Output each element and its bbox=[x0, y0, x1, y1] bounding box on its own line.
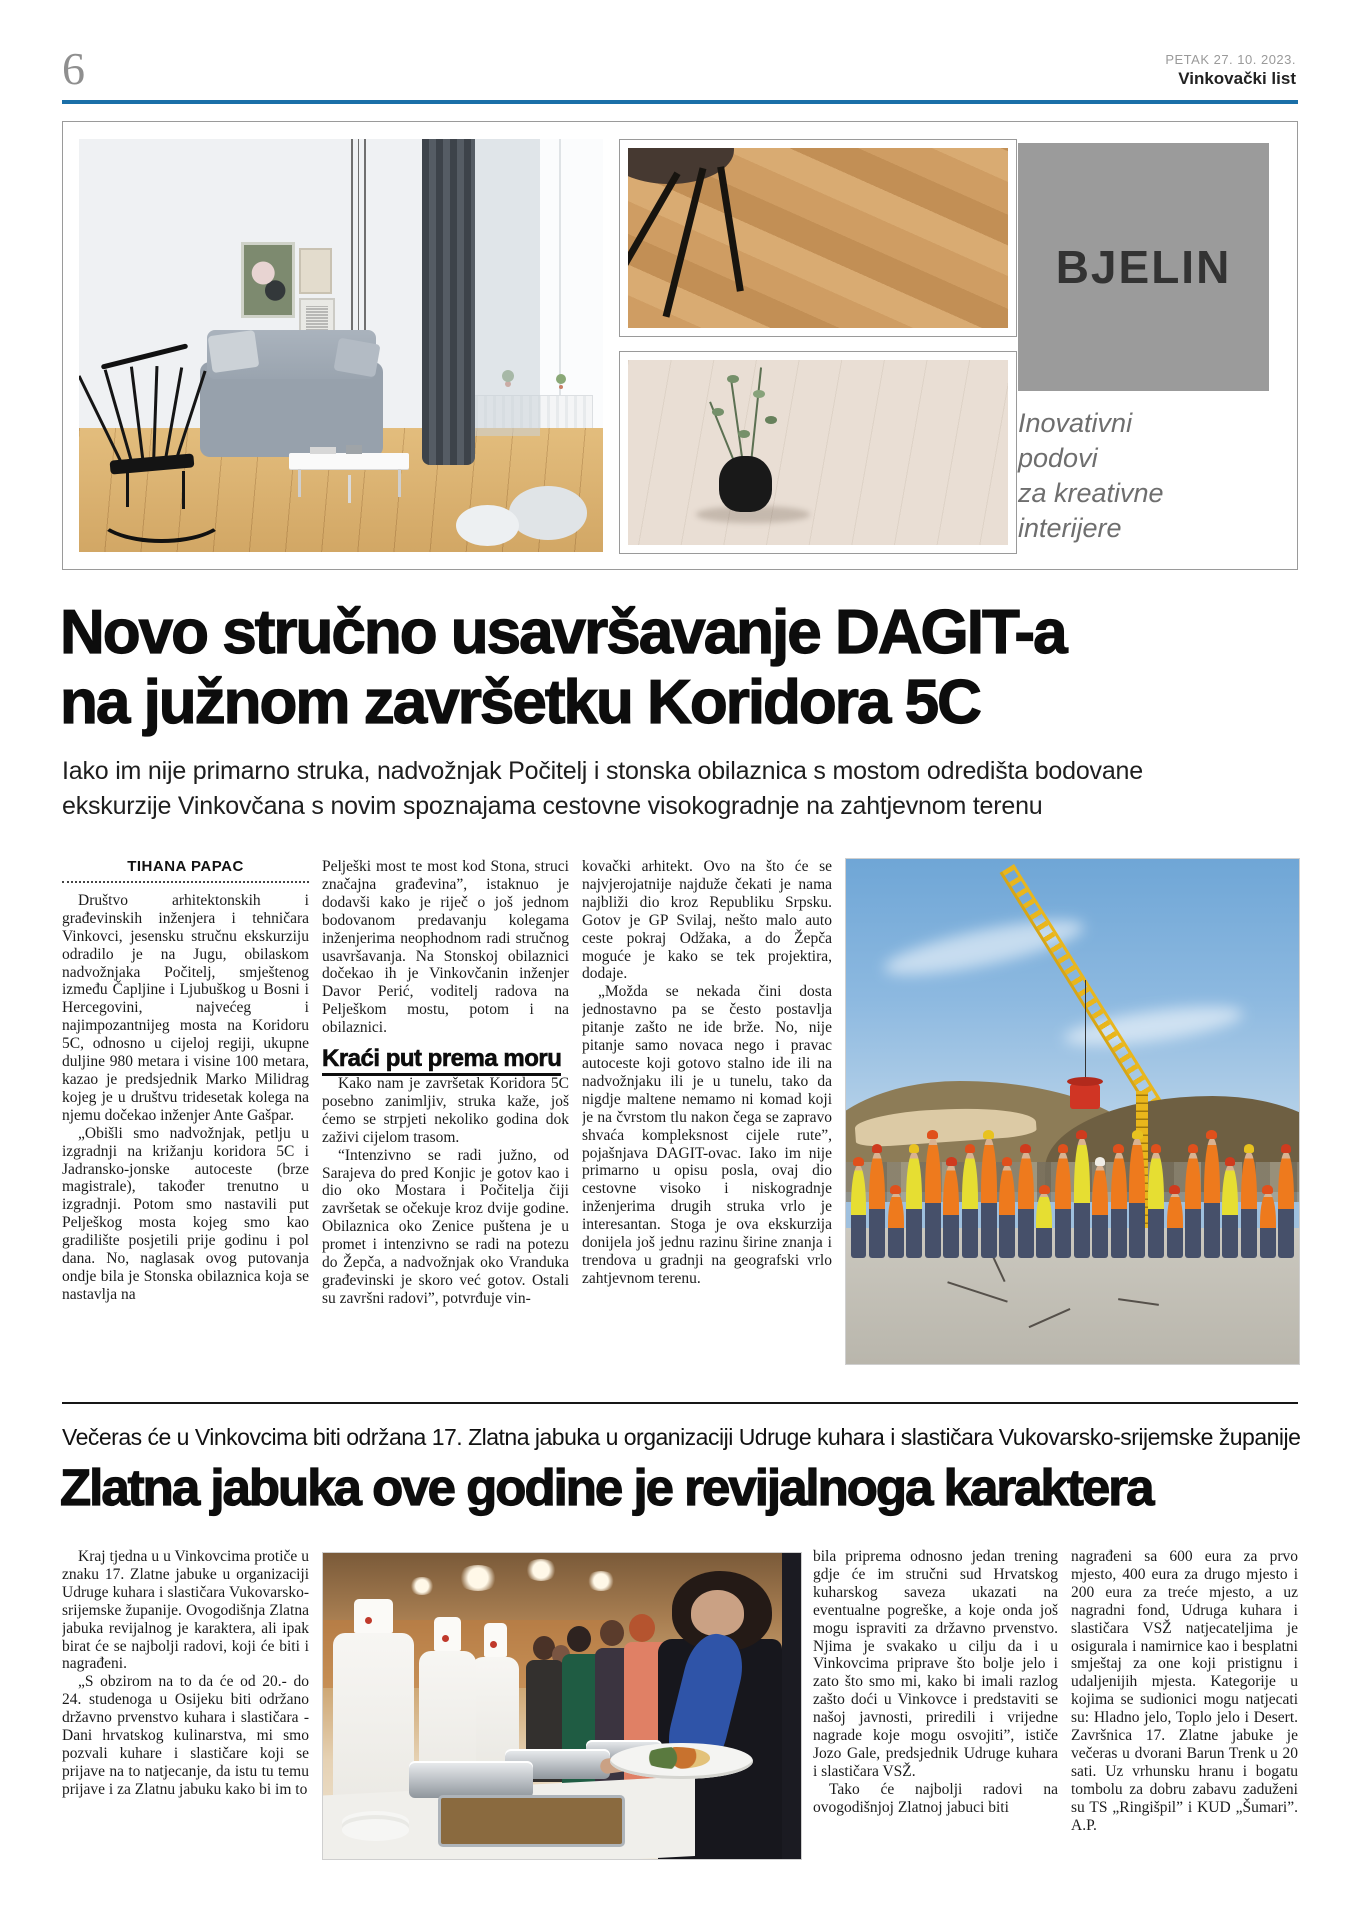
sheer-curtain bbox=[475, 139, 541, 436]
header-rule bbox=[62, 100, 1298, 104]
construction-site-photo bbox=[845, 858, 1300, 1365]
sofa-pillow bbox=[208, 330, 260, 373]
article2-column-4 bbox=[1071, 1548, 1298, 1908]
article-paragraph: nagrađeni sa 600 eura za prvo mjesto, 400 eura za drugo mjesto i 200 eura za treće mjesto, a uz nagradni fond, Udruga kuhara i slastičara VSŽ natjecateljima je osigurala i namirnice kao i besplatni smještaj za one koji pristignu i udaljenijih mjesta. Kategorije u kojima se sudionici mogu natjecati su: Hladno jelo, Toplo jelo i Desert. Završnica 17. Zlatne jabuke je večeras u dvorani Barun Trenk u 20 sati. Uz vrhunsku hranu i bogatu tombolu za dobru zabavu zaduženi su TS „Ringišpil” i KUD „Šumari”. A.P. bbox=[1071, 1548, 1298, 1834]
worker-figure bbox=[1222, 1165, 1238, 1258]
chafing-dish bbox=[409, 1761, 533, 1798]
plant-leaf bbox=[712, 408, 724, 416]
workers-group bbox=[851, 1122, 1295, 1258]
worker-figure bbox=[1055, 1152, 1071, 1258]
plant-stem bbox=[750, 368, 762, 464]
wall-art bbox=[299, 248, 332, 293]
worker-figure bbox=[1148, 1152, 1164, 1258]
plant-leaf bbox=[727, 375, 739, 383]
bjelin-logo-text: BJELIN bbox=[1055, 241, 1232, 293]
guest-head bbox=[600, 1620, 624, 1646]
gray-sofa bbox=[200, 362, 383, 457]
tagline-line: Inovativni bbox=[1018, 408, 1133, 438]
worker-figure bbox=[1204, 1138, 1220, 1258]
deck-line: ekskurzije Vinkovčana s novim spoznajama cestovne visokogradnje na zahtjevnom terenu bbox=[62, 792, 1043, 820]
article-paragraph: Kraj tjedna u u Vinkovcima protiče u znaku 17. Zlatne jabuke u organizaciji Udruge kuhara i slastičara Vukovarsko-srijemske županije. Ovogodišnja Zlatna jabuka revijalnog je karaktera, ali ipak birat će se najbolji radovi, koji će biti i nagrađeni. bbox=[62, 1548, 309, 1673]
worker-figure bbox=[999, 1165, 1015, 1258]
worker-figure bbox=[851, 1165, 867, 1258]
bjelin-advertisement bbox=[62, 121, 1298, 570]
article1-deck bbox=[62, 754, 1302, 824]
crane-cable bbox=[1085, 980, 1087, 1086]
article-paragraph: Pelješki most te most kod Stona, struci značajna građevina”, istaknuo je dodavši kako je riječ o još jednom bodovanom predavanju kolegama inženjerima neophodnom radi stručnog usavršavanja. Na Stonskoj obilaznici dočekao ih je Vinkovčanin inženjer Davor Perić, voditelj radova na Pelješkom mostu, potom i na obilaznici. bbox=[322, 858, 569, 1037]
dark-curtain bbox=[422, 139, 474, 465]
tagline-line: podovi bbox=[1018, 443, 1098, 473]
woman-face bbox=[691, 1590, 744, 1636]
page-number: 6 bbox=[62, 43, 85, 94]
masthead bbox=[1165, 52, 1296, 89]
worker-figure bbox=[943, 1165, 959, 1258]
byline: TIHANA PAPAC bbox=[62, 858, 309, 883]
bjelin-logo bbox=[1018, 143, 1269, 391]
article-paragraph: „S obzirom na to da će od 20.- do 24. studenoga u Osijeku biti održano državno prvenstvo kuhara i slastičara - Dani hrvatskog kulinarstva, mi smo pozvali kuhare i slastičare koji se prijave na to natjecanje, da istu tu temu prijave i za Zlatnu jabuku kako bi im to bbox=[62, 1673, 309, 1798]
article1-column-2 bbox=[322, 858, 569, 1400]
worker-figure bbox=[925, 1138, 941, 1258]
guest-head bbox=[567, 1626, 591, 1652]
chefs-buffet-photo bbox=[322, 1552, 802, 1860]
pouf bbox=[456, 505, 519, 546]
tagline-line: za kreativne bbox=[1018, 478, 1164, 508]
worker-figure bbox=[1036, 1193, 1052, 1258]
worker-figure bbox=[1092, 1165, 1108, 1258]
article-paragraph: „Obišli smo nadvožnjak, petlju u izgradnji na križanju koridora 5C i Jadransko-jonske autoceste (brze magistrale), također trenutno u izgradnji. Potom smo nastavili put Pelješkog mosta kojeg smo kao gradilište posjetili prije godinu i pol dana. No, naglasak ovog putovanja ondje bila je Stonska obilaznica koja se nastavlja na bbox=[62, 1124, 309, 1303]
section-subhead-text: Kraći put prema moru bbox=[322, 1045, 561, 1076]
wood-floor-photo bbox=[628, 148, 1008, 328]
coffee-table bbox=[289, 453, 410, 470]
article2-headline: Zlatna jabuka ove godine je revijalnoga karaktera bbox=[60, 1459, 1153, 1516]
worker-figure bbox=[1111, 1152, 1127, 1258]
floor-detail-photo-frame bbox=[619, 139, 1017, 337]
ceiling-light bbox=[457, 1565, 499, 1591]
article1-column-3 bbox=[582, 858, 832, 1400]
deck-line: Iako im nije primarno struka, nadvožnjak Počitelj i stonska obilaznica s mostom odredišta bodovane bbox=[62, 757, 1143, 785]
worker-figure bbox=[1074, 1138, 1090, 1258]
plant-floor-photo bbox=[628, 360, 1008, 545]
plate-food bbox=[643, 1747, 710, 1768]
stool-leg bbox=[717, 166, 744, 292]
pendant-cord bbox=[364, 139, 366, 346]
headline-line: Novo stručno usavršavanje DAGIT-a bbox=[60, 598, 1066, 667]
article-paragraph: Tako će najbolji radovi na ovogodišnjoj Zlatnoj jabuci biti bbox=[813, 1780, 1058, 1816]
worker-figure bbox=[1167, 1193, 1183, 1258]
worker-figure bbox=[1185, 1152, 1201, 1258]
ad-tagline bbox=[1018, 406, 1288, 546]
tagline-line: interijere bbox=[1018, 513, 1122, 543]
rocking-chair-rail bbox=[101, 343, 189, 369]
publication-title: Vinkovački list bbox=[1178, 69, 1296, 88]
plant-leaf bbox=[765, 416, 777, 424]
plant-stem bbox=[730, 379, 744, 464]
article1-column-1 bbox=[62, 858, 309, 1400]
plant-leaf bbox=[753, 390, 765, 398]
floor-plant-photo-frame bbox=[619, 351, 1017, 554]
article-paragraph: Društvo arhitektonskih i građevinskih inženjera i tehničara Vinkovci, jesensku stručnu ekskurziju odradilo je na Jugu, obilaskom nadvožnjaka Počitelj, smještenog između Čapljine i Ljubuškog u Bosni i Hercegovini, najvećeg i najimpozantnijeg mosta na Koridoru 5C, odnosno u cijeloj regiji, ukupne duljine 980 metara i visine 100 metara, kazao je predsjednik Marko Milidrag kojeg je u društvu tridesetak kolega na njemu dočekao inženjer Ante Gašpar. bbox=[62, 891, 309, 1124]
ceiling-light bbox=[586, 1571, 616, 1591]
table-item bbox=[310, 447, 336, 454]
worker-figure bbox=[1018, 1152, 1034, 1258]
worker-figure bbox=[981, 1138, 997, 1258]
article-paragraph: kovački arhitekt. Ovo na što će se najvjerojatnije najduže čekati je nama najbliži dio kroz Republiku Srpsku. Gotov je GP Svilaj, nešto malo auto ceste pokraj Odžaka, a do Žepča moguće je kako se tek projektira, dodaje. bbox=[582, 858, 832, 983]
article1-headline bbox=[60, 598, 1300, 738]
plate-stack bbox=[342, 1819, 409, 1840]
article2-column-1 bbox=[62, 1548, 309, 1908]
worker-figure bbox=[888, 1193, 904, 1258]
worker-figure bbox=[1129, 1138, 1145, 1258]
stool-leg bbox=[628, 171, 681, 268]
black-vase bbox=[719, 456, 772, 512]
table-item bbox=[346, 445, 362, 454]
worker-figure bbox=[906, 1152, 922, 1258]
worker-figure bbox=[962, 1152, 978, 1258]
food-tray bbox=[438, 1795, 626, 1847]
pouf bbox=[509, 486, 588, 540]
article-paragraph: “Intenzivno se radi južno, od Sarajeva do pred Konjic je gotov kao i dio oko Mostara i Počitelja čiji završetak se očekuje kroz dvije godine. Obilaznica oko Zenice puštena je u promet i intenzivno se radi na potezu do Žepča, a nadvožnjak oko Vranduka građevinski je skoro već gotov. Ostali su završni radovi”, potvrđuje vin- bbox=[322, 1146, 569, 1307]
article-paragraph: bila priprema odnosno jedan trening gdje će im stručni sud Hrvatskog kuharskog saveza ukazati na eventualne pogreške, a koje onda još mogu ispraviti za državno prvenstvo. Njima je svakako u cilju da i u Vinkovcima priprave što bolje jelo i zato što smo mi, kako bi imali razlog zašto doći u Vinkovce i predstaviti se našoj javnosti, priredili i vrijedne nagrade koje mogu osvojiti”, ističe Jozo Gale, predsjednik Udruge kuhara i slastičara VSŽ. bbox=[813, 1548, 1058, 1780]
article-paragraph: Kako nam je završetak Koridora 5C posebno zanimljiv, struka kaže, još ćemo se strpjeti nekoliko godina dok zaživi cijelom trasom. bbox=[322, 1074, 569, 1146]
article2-column-3 bbox=[813, 1548, 1058, 1908]
article-paragraph: „Možda se nekada čini dosta jednostavno pa se često postavlja pitanje zašto ne ide brže. No, nije pitanje samo novaca nego i pravac autoceste koji gotovo stalno ide ili na nadvožnjaku ili je u tunelu, tako da nigdje maltene nemamo ni komad koji je na čvrstom tlu nakon čega se zapravo shvaća kompleksnost cijele rute”, pojašnjava DAGIT-ovac. Iako im nije primarno u opisu posla, ovaj dio cestovne visoko i niskogradnje inženjerima drugih struka vrlo je interesantan. Stoga je ova ekskurzija donijela još jednu razinu širine znanja i trendova u gradnji na geografski vrlo zahtjevnom terenu. bbox=[582, 983, 832, 1287]
worker-figure bbox=[1260, 1193, 1276, 1258]
plant-leaf bbox=[738, 430, 750, 438]
headline-line: na južnom završetku Koridora 5C bbox=[60, 668, 980, 737]
section-divider bbox=[62, 1402, 1298, 1404]
article2-kicker: Večeras će u Vinkovcima biti održana 17. Zlatna jabuka u organizaciji Udruge kuhara i slastičara Vukovarsko-srijemske županije bbox=[62, 1424, 1301, 1450]
worker-figure bbox=[1241, 1152, 1257, 1258]
worker-figure bbox=[1278, 1152, 1294, 1258]
worker-figure bbox=[869, 1152, 885, 1258]
crane-load bbox=[1070, 1084, 1100, 1109]
ceiling-light bbox=[409, 1577, 435, 1595]
ceiling-light bbox=[524, 1559, 558, 1581]
section-subhead bbox=[322, 1045, 569, 1073]
wall-art bbox=[241, 242, 294, 318]
living-room-photo bbox=[79, 139, 603, 552]
suit-figure bbox=[782, 1553, 801, 1859]
guest-head bbox=[629, 1614, 655, 1642]
issue-date: PETAK 27. 10. 2023. bbox=[1165, 52, 1296, 67]
